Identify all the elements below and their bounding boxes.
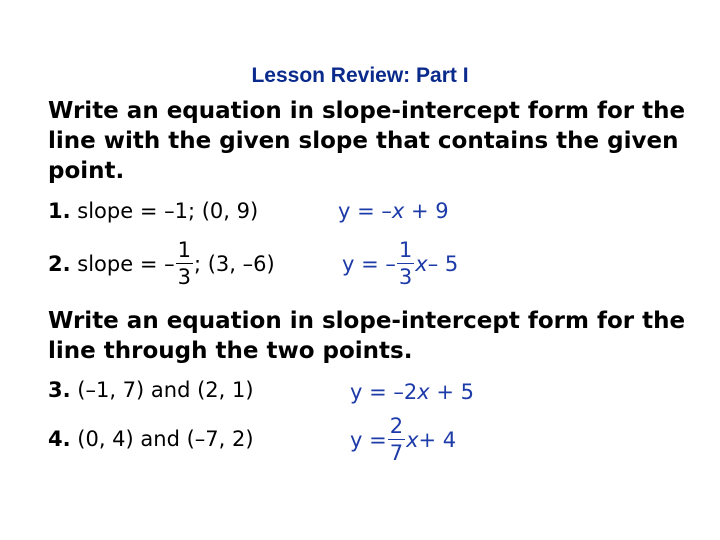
answer-variable: x [417, 380, 430, 404]
fraction-denominator: 7 [389, 441, 404, 465]
fraction-denominator: 3 [398, 265, 413, 289]
problem-number: 1. [48, 199, 71, 223]
answer-rest: + 9 [404, 199, 449, 223]
answer-rest: – 5 [427, 251, 459, 276]
fraction-denominator: 3 [177, 265, 191, 289]
problem-4 [48, 427, 254, 451]
answer-rest: + 4 [418, 427, 457, 452]
instruction-1: Write an equation in slope-intercept form for the line with the given slope that contains the given point. [48, 98, 686, 184]
answer-3 [350, 380, 474, 404]
problem-number: 2. [48, 251, 71, 276]
problem-2 [48, 237, 275, 290]
fraction-numerator: 1 [177, 238, 191, 262]
answer-2 [342, 237, 458, 290]
answer-lhs: y = – [342, 251, 396, 276]
problem-number: 4. [48, 427, 71, 451]
problem-text-post: ; (3, –6) [193, 251, 275, 276]
answer-lhs: y = [350, 427, 387, 452]
answer-variable: x [406, 427, 419, 452]
answer-lhs: y = –2 [350, 380, 418, 404]
answer-lhs: y = – [338, 199, 392, 223]
answer-fraction [388, 413, 405, 466]
problem-number: 3. [48, 378, 71, 402]
page-title: Lesson Review: Part I [251, 64, 469, 87]
answer-fraction [397, 237, 414, 290]
problem-3 [48, 378, 254, 402]
problem-text: (0, 4) and (–7, 2) [77, 427, 254, 451]
answer-rest: + 5 [429, 380, 474, 404]
answer-4 [350, 413, 456, 466]
answer-1 [338, 199, 449, 223]
problem-text: (–1, 7) and (2, 1) [77, 378, 254, 402]
instruction-2: Write an equation in slope-intercept form for the line through the two points. [48, 308, 686, 364]
fraction-numerator: 2 [389, 414, 404, 438]
slope-fraction [176, 237, 193, 290]
problem-text: slope = –1; (0, 9) [77, 199, 259, 223]
answer-variable: x [391, 199, 405, 223]
problem-text-pre: slope = – [77, 251, 175, 276]
problem-1 [48, 199, 258, 223]
fraction-numerator: 1 [398, 238, 413, 262]
answer-variable: x [415, 251, 428, 276]
